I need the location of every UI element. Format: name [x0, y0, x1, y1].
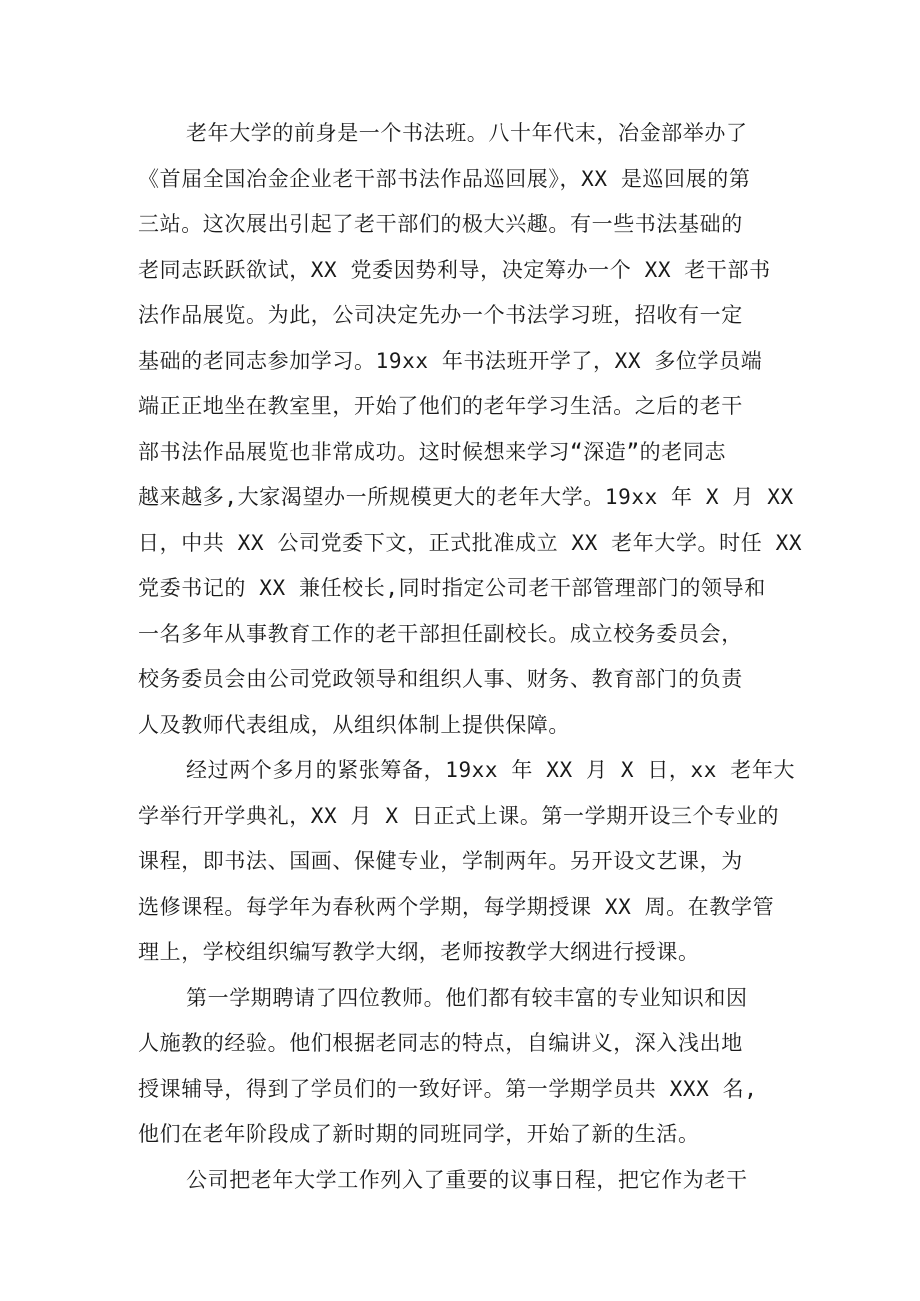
document-body	[138, 111, 803, 1203]
text-line: 党委书记的 XX 兼任校长,同时指定公司老干部管理部门的领导和	[138, 576, 766, 600]
text-line: 公司把老年大学工作列入了重要的议事日程，把它作为老干	[186, 1167, 748, 1192]
text-line: 人施教的经验。他们根据老同志的特点，自编讲义，深入浅出地	[138, 1031, 743, 1055]
text-line: 一名多年从事教育工作的老干部担任副校长。成立校务委员会，	[138, 621, 743, 646]
text-line: 授课辅导，得到了学员们的一致好评。第一学期学员共 XXX 名,	[138, 1076, 758, 1101]
text-line: 选修课程。每学年为春秋两个学期，每学期授课 XX 周。在教学管	[138, 894, 775, 919]
text-line: 端正正地坐在教室里，开始了他们的老年学习生活。之后的老干	[138, 394, 743, 418]
text-line: 部书法作品展览也非常成功。这时候想来学习“深造”的老同志	[138, 439, 727, 464]
paragraph-1	[138, 111, 803, 748]
text-line: 老同志跃跃欲试，XX 党委因势利导，决定筹办一个 XX 老干部书	[138, 257, 771, 282]
text-line: 法作品展览。为此，公司决定先办一个书法学习班，招收有一定	[138, 303, 743, 327]
text-line: 老年大学的前身是一个书法班。八十年代末，冶金部举办了	[186, 121, 748, 145]
text-line: 基础的老同志参加学习。19xx 年书法班开学了，XX 多位学员端	[138, 348, 763, 373]
text-line: 理上，学校组织编写教学大纲，老师按教学大纲进行授课。	[138, 940, 700, 964]
paragraph-2	[138, 748, 798, 976]
text-line: 课程，即书法、国画、保健专业，学制两年。另开设文艺课，为	[138, 849, 743, 873]
text-line: 《首届全国冶金企业老干部书法作品巡回展》，XX 是巡回展的第	[138, 166, 751, 191]
text-line: 经过两个多月的紧张筹备，19xx 年 XX 月 X 日，xx 老年大	[186, 758, 796, 782]
text-line: 越来越多,大家渴望办一所规模更大的老年大学。19xx 年 X 月 XX	[138, 485, 794, 509]
paragraph-3	[138, 976, 798, 1158]
paragraph-4	[138, 1158, 798, 1204]
text-line: 学举行开学典礼，XX 月 X 日正式上课。第一学期开设三个专业的	[138, 803, 780, 828]
text-line: 人及教师代表组成，从组织体制上提供保障。	[138, 712, 570, 737]
text-line: 三站。这次展出引起了老干部们的极大兴趣。有一些书法基础的	[138, 212, 743, 236]
text-line: 日，中共 XX 公司党委下文，正式批准成立 XX 老年大学。时任 XX	[138, 530, 803, 555]
text-line: 第一学期聘请了四位教师。他们都有较丰富的专业知识和因	[186, 985, 748, 1010]
text-line: 校务委员会由公司党政领导和组织人事、财务、教育部门的负责	[138, 667, 743, 691]
text-line: 他们在老年阶段成了新时期的同班同学，开始了新的生活。	[138, 1122, 700, 1146]
